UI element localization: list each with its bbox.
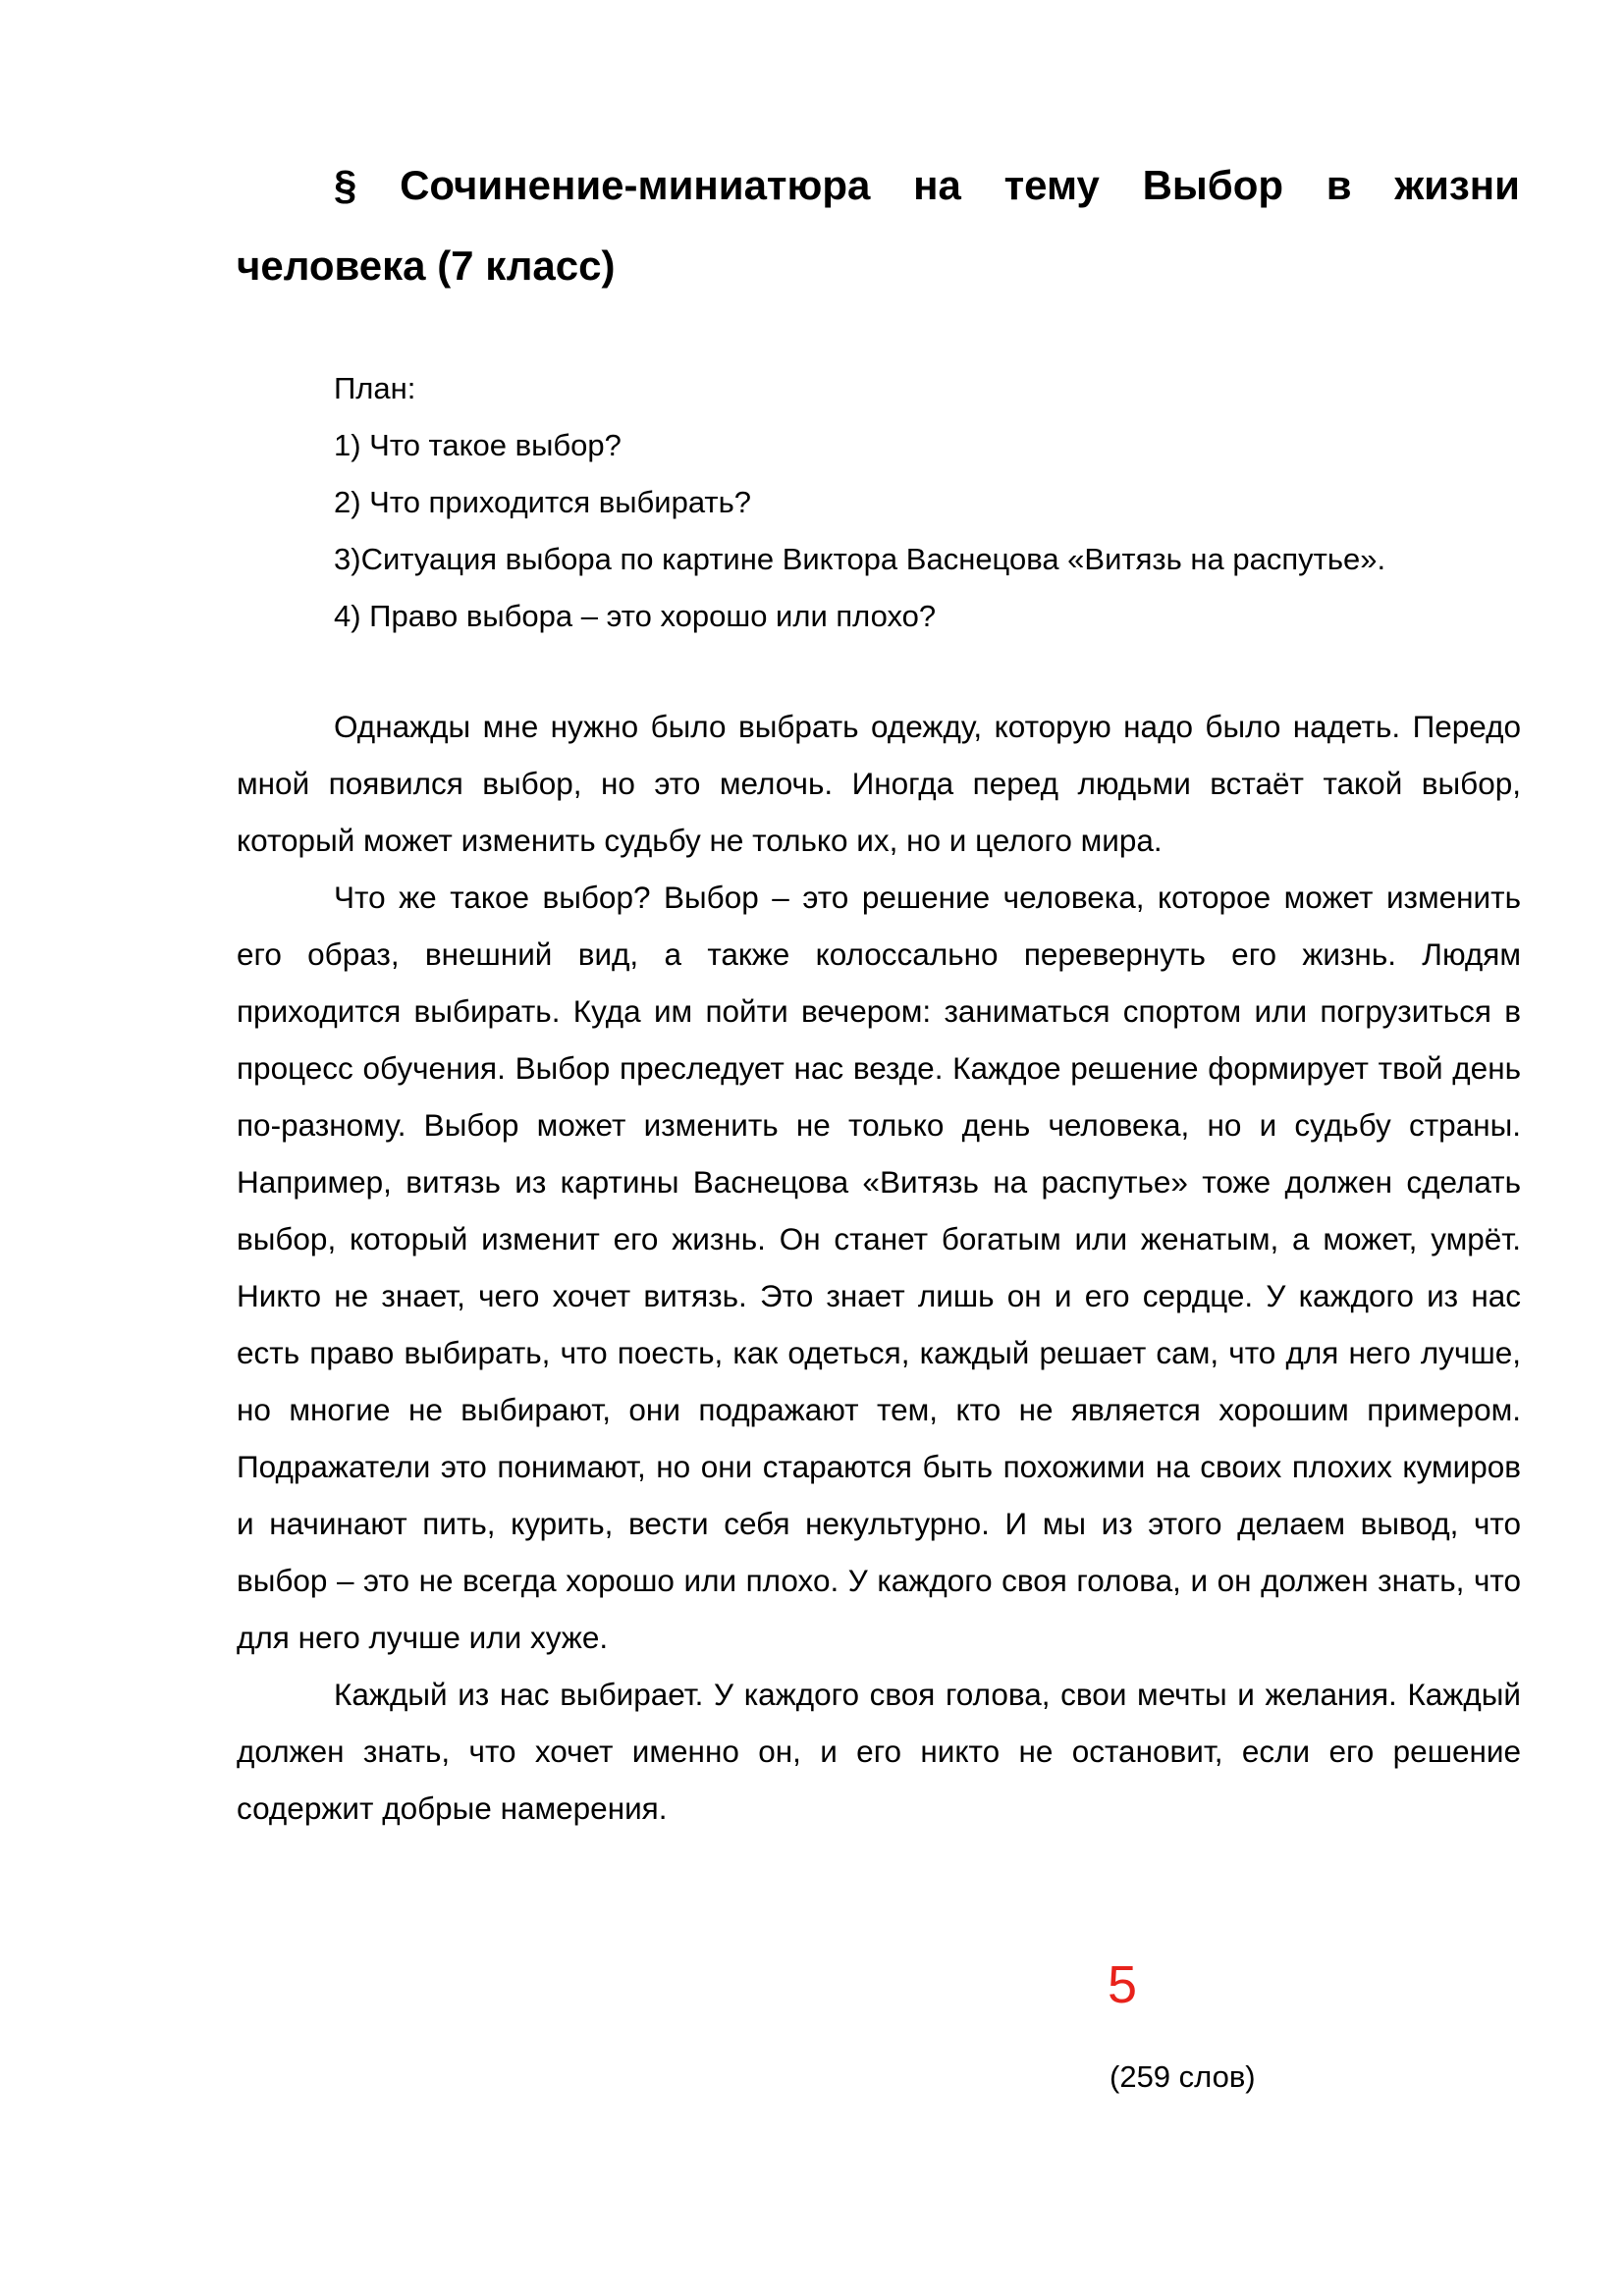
essay-plan xyxy=(334,360,1561,645)
essay-paragraph: Каждый из нас выбирает. У каждого своя голова, свои мечты и желания. Каждый должен знать, что хочет именно он, и его никто не остановит, если его решение содержит добрые намерения. xyxy=(237,1677,1521,1826)
essay-paragraph: Однажды мне нужно было выбрать одежду, которую надо было надеть. Передо мной появился выбор, но это мелочь. Иногда перед людьми встаёт такой выбор, который может изменить судьбу не только их, но и целого мира. xyxy=(237,709,1521,858)
plan-item: 3)Ситуация выбора по картине Виктора Васнецова «Витязь на распутье». xyxy=(334,542,1386,576)
essay-title: § Сочинение-миниатюра на тему Выбор в жизни человека (7 класс) xyxy=(237,162,1520,289)
plan-item: 4) Право выбора – это хорошо или плохо? xyxy=(334,599,937,633)
essay-paragraph: Что же такое выбор? Выбор – это решение человека, которое может изменить его образ, внешний вид, а также колоссально перевернуть его жизнь. Людям приходится выбирать. Куда им пойти вечером: заниматься спортом или погрузиться в процесс обучения. Выбор преследует нас везде. Каждое решение формирует твой день по-разному. Выбор может изменить не только день человека, но и судьбу страны. Например, витязь из картины Васнецова «Витязь на распутье» тоже должен сделать выбор, который изменит его жизнь. Он станет богатым или женатым, а может, умрёт. Никто не знает, чего хочет витязь. Это знает лишь он и его сердце. У каждого из нас есть право выбирать, что поесть, как одеться, каждый решает сам, что для него лучше, но многие не выбирают, они подражают тем, кто не является хорошим примером. Подражатели это понимают, но они стараются быть похожими на своих плохих кумиров и начинают пить, курить, вести себя некультурно. И мы из этого делаем вывод, что выбор – это не всегда хорошо или плохо. У каждого своя голова, и он должен знать, что для него лучше или хуже. xyxy=(237,880,1521,1655)
plan-label: План: xyxy=(334,371,416,405)
grade-mark: 5 xyxy=(1108,1955,1138,2014)
plan-item: 1) Что такое выбор? xyxy=(334,428,622,462)
plan-item: 2) Что приходится выбирать? xyxy=(334,485,751,519)
word-count: (259 слов) xyxy=(1110,2059,1256,2094)
essay-body xyxy=(237,698,1521,1837)
